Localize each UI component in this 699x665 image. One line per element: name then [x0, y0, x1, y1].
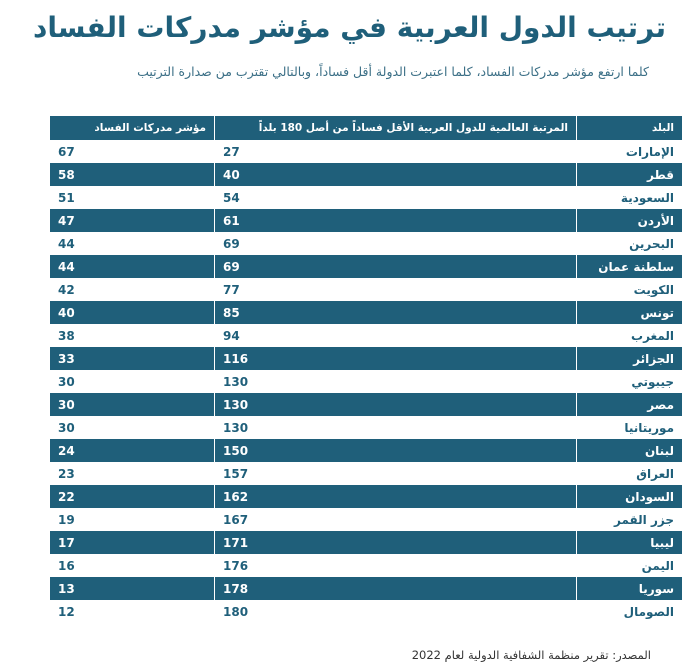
country-cell: اليمن [577, 554, 683, 577]
table-row [50, 163, 682, 186]
cpi-score-cell: 33 [50, 347, 215, 370]
cpi-score-cell: 51 [50, 186, 215, 209]
country-cell: سلطنة عمان [577, 255, 683, 278]
table-row [50, 393, 682, 416]
global-rank-cell: 116 [215, 347, 577, 370]
cpi-score-cell: 17 [50, 531, 215, 554]
country-cell: العراق [577, 462, 683, 485]
cpi-score-cell: 67 [50, 140, 215, 163]
table-row [50, 600, 682, 623]
table-row [50, 347, 682, 370]
country-cell: جيبوتي [577, 370, 683, 393]
country-cell: الكويت [577, 278, 683, 301]
global-rank-cell: 69 [215, 255, 577, 278]
cpi-score-cell: 44 [50, 232, 215, 255]
cpi-score-cell: 40 [50, 301, 215, 324]
country-cell: ليبيا [577, 531, 683, 554]
country-cell: الأردن [577, 209, 683, 232]
country-cell: مصر [577, 393, 683, 416]
country-cell: تونس [577, 301, 683, 324]
global-rank-cell: 171 [215, 531, 577, 554]
country-cell: المغرب [577, 324, 683, 347]
global-rank-cell: 162 [215, 485, 577, 508]
table-row [50, 485, 682, 508]
global-rank-cell: 54 [215, 186, 577, 209]
cpi-score-cell: 13 [50, 577, 215, 600]
table-row [50, 232, 682, 255]
country-cell: قطر [577, 163, 683, 186]
cpi-score-cell: 19 [50, 508, 215, 531]
table-row [50, 462, 682, 485]
cpi-score-cell: 23 [50, 462, 215, 485]
header-country: البلد [577, 116, 683, 140]
global-rank-cell: 130 [215, 416, 577, 439]
header-global-rank: المرتبة العالمية للدول العربية الأقل فساداً من أصل 180 بلداً [215, 116, 577, 140]
cpi-score-cell: 16 [50, 554, 215, 577]
country-cell: جزر القمر [577, 508, 683, 531]
global-rank-cell: 94 [215, 324, 577, 347]
global-rank-cell: 69 [215, 232, 577, 255]
table-body [50, 140, 682, 623]
country-cell: السودان [577, 485, 683, 508]
country-cell: البحرين [577, 232, 683, 255]
header-cpi-score: مؤشر مدركات الفساد [50, 116, 215, 140]
chart-title: ترتيب الدول العربية في مؤشر مدركات الفساد [33, 11, 666, 44]
table-row [50, 370, 682, 393]
global-rank-cell: 176 [215, 554, 577, 577]
table-row [50, 531, 682, 554]
cpi-score-cell: 47 [50, 209, 215, 232]
table-row [50, 508, 682, 531]
table-row [50, 278, 682, 301]
cpi-score-cell: 12 [50, 600, 215, 623]
table-row [50, 140, 682, 163]
cpi-score-cell: 30 [50, 416, 215, 439]
cpi-score-cell: 44 [50, 255, 215, 278]
global-rank-cell: 130 [215, 393, 577, 416]
table-row [50, 577, 682, 600]
cpi-score-cell: 38 [50, 324, 215, 347]
table-row [50, 186, 682, 209]
global-rank-cell: 61 [215, 209, 577, 232]
cpi-score-cell: 58 [50, 163, 215, 186]
global-rank-cell: 85 [215, 301, 577, 324]
table-header-row [50, 116, 682, 140]
chart-subtitle: كلما ارتفع مؤشر مدركات الفساد، كلما اعتبرت الدولة أقل فساداً، وبالتالي تقترب من صدارة الترتيب [137, 64, 649, 79]
source-note: المصدر: تقرير منظمة الشفافية الدولية لعام 2022 [411, 648, 651, 662]
table-row [50, 324, 682, 347]
table-row [50, 209, 682, 232]
global-rank-cell: 178 [215, 577, 577, 600]
global-rank-cell: 157 [215, 462, 577, 485]
global-rank-cell: 40 [215, 163, 577, 186]
country-cell: لبنان [577, 439, 683, 462]
table-row [50, 255, 682, 278]
table-row [50, 301, 682, 324]
cpi-score-cell: 30 [50, 370, 215, 393]
cpi-score-cell: 22 [50, 485, 215, 508]
global-rank-cell: 27 [215, 140, 577, 163]
table-row [50, 554, 682, 577]
table-row [50, 439, 682, 462]
country-cell: السعودية [577, 186, 683, 209]
global-rank-cell: 150 [215, 439, 577, 462]
country-cell: الجزائر [577, 347, 683, 370]
global-rank-cell: 77 [215, 278, 577, 301]
country-cell: الصومال [577, 600, 683, 623]
ranking-table [50, 116, 682, 623]
global-rank-cell: 167 [215, 508, 577, 531]
country-cell: موريتانيا [577, 416, 683, 439]
cpi-score-cell: 42 [50, 278, 215, 301]
global-rank-cell: 130 [215, 370, 577, 393]
country-cell: الإمارات [577, 140, 683, 163]
table-row [50, 416, 682, 439]
cpi-score-cell: 30 [50, 393, 215, 416]
global-rank-cell: 180 [215, 600, 577, 623]
country-cell: سوريا [577, 577, 683, 600]
cpi-score-cell: 24 [50, 439, 215, 462]
